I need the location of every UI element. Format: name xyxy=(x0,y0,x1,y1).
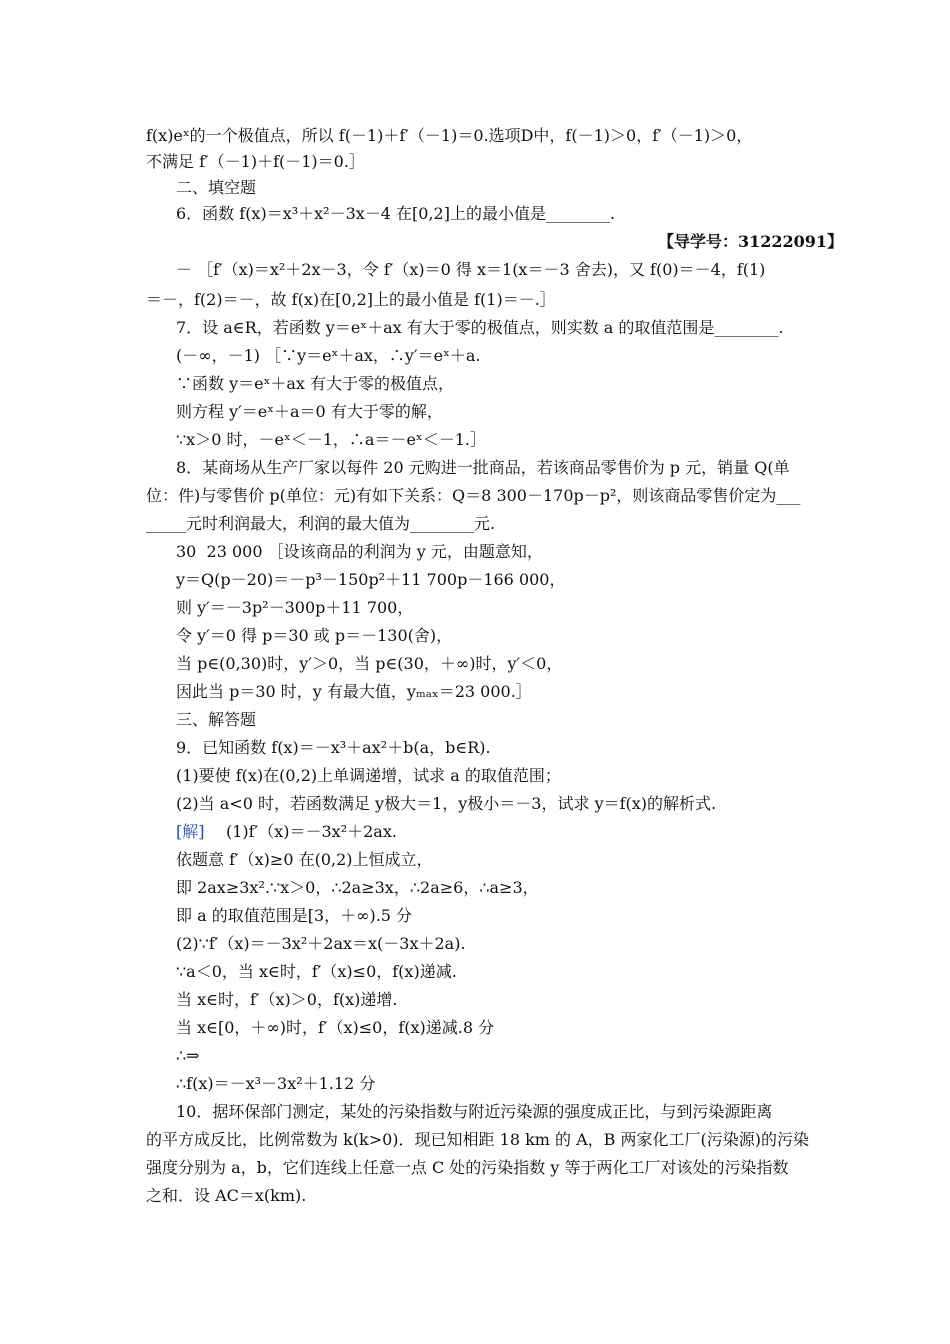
text-line: ∴f(x)＝－x³－3x²＋1.12 分 xyxy=(176,1074,376,1093)
question-6: 6．函数 f(x)＝x³＋x²－3x－4 在[0,2]上的最小值是________. xyxy=(176,204,616,223)
answer-7: (－∞，－1) ［∵y＝eˣ＋ax，∴y′＝eˣ＋a. xyxy=(176,346,481,365)
text-line: (2)∵f′（x)＝－3x²＋2ax＝x(－3x＋2a). xyxy=(176,934,466,953)
question-10-cont: 的平方成反比，比例常数为 k(k>0)．现已知相距 18 km 的 A，B 两家化工厂(污染源)的污染 xyxy=(146,1130,810,1149)
answer-6-cont: ＝－，f(2)＝－，故 f(x)在[0,2]上的最小值是 f(1)＝－.］ xyxy=(146,290,556,309)
section-heading: 二、填空题 xyxy=(176,178,257,197)
text-line: 当 x∈[0，＋∞)时，f′（x)≤0，f(x)递减.8 分 xyxy=(176,1018,495,1037)
solution-line: (1)f′（x)＝－3x²＋2ax. xyxy=(226,822,397,841)
question-10-cont: 强度分别为 a，b，它们连线上任意一点 C 处的污染指数 y 等于两化工厂对该处的污染指数 xyxy=(146,1158,789,1177)
question-9: 9．已知函数 f(x)＝－x³＋ax²＋b(a，b∈R). xyxy=(176,738,491,757)
text-line: 因此当 p＝30 时，y 有最大值，yₘₐₓ＝23 000.］ xyxy=(176,682,532,701)
text-line: f(x)eˣ的一个极值点，所以 f(－1)＋f′（－1)＝0.选项D中，f(－1)＞0，f′（－1)＞0， xyxy=(146,126,753,145)
text-line: ∴⇒ xyxy=(176,1046,200,1065)
question-8-cont: 位：件)与零售价 p(单位：元)有如下关系：Q＝8 300－170p－p²，则该商品零售价定为___ xyxy=(146,486,801,505)
text-line: 则 y′＝－3p²－300p＋11 700， xyxy=(176,598,414,617)
text-line: y＝Q(p－20)＝－p³－150p²＋11 700p－166 000， xyxy=(176,570,566,589)
text-line: ∵x＞0 时，－eˣ＜－1，∴a＝－eˣ＜－1.］ xyxy=(176,430,486,449)
answer-8: 30 23 000 ［设该商品的利润为 y 元，由题意知， xyxy=(176,542,543,561)
guide-number: 【导学号：31222091】 xyxy=(658,232,844,251)
question-10-cont: 之和．设 AC＝x(km). xyxy=(146,1186,307,1205)
text-line: ∵函数 y＝eˣ＋ax 有大于零的极值点， xyxy=(176,374,455,393)
answer-6: － ［f′（x)＝x²＋2x－3，令 f′（x)＝0 得 x＝1(x＝－3 舍去)，又 f(0)＝－4，f(1) xyxy=(176,260,766,279)
text-line: 当 p∈(0,30)时，y′＞0，当 p∈(30，＋∞)时，y′＜0， xyxy=(176,654,563,673)
question-7: 7．设 a∈R，若函数 y＝eˣ＋ax 有大于零的极值点，则实数 a 的取值范围是________. xyxy=(176,318,784,337)
text-line: 不满足 f′（－1)＋f(－1)＝0.］ xyxy=(146,152,365,171)
question-8: 8．某商场从生产厂家以每件 20 元购进一批商品，若该商品零售价为 p 元，销量 Q(单 xyxy=(176,458,790,477)
solution-tag: [解] xyxy=(176,822,205,841)
text-line: 当 x∈时，f′（x)＞0，f(x)递增. xyxy=(176,990,398,1009)
question-8-cont: _____元时利润最大，利润的最大值为________元. xyxy=(146,514,496,533)
question-10: 10．据环保部门测定，某处的污染指数与附近污染源的强度成正比，与到污染源距离 xyxy=(176,1102,773,1121)
text-line: 依题意 f′（x)≥0 在(0,2)上恒成立， xyxy=(176,850,433,869)
text-line: ∵a＜0，当 x∈时，f′（x)≤0，f(x)递减. xyxy=(176,962,457,981)
section-heading: 三、解答题 xyxy=(176,710,257,729)
text-line: 则方程 y′＝eˣ＋a＝0 有大于零的解， xyxy=(176,402,443,421)
text-line: 即 2ax≥3x².∵x＞0，∴2a≥3x，∴2a≥6，∴a≥3， xyxy=(176,878,539,897)
question-9-part-1: (1)要使 f(x)在(0,2)上单调递增，试求 a 的取值范围； xyxy=(176,766,561,785)
question-9-part-2: (2)当 a<0 时，若函数满足 y极大＝1，y极小＝－3，试求 y＝f(x)的解析式. xyxy=(176,794,717,813)
text-line: 即 a 的取值范围是[3，＋∞).5 分 xyxy=(176,906,413,925)
text-line: 令 y′＝0 得 p＝30 或 p＝－130(舍)， xyxy=(176,626,453,645)
